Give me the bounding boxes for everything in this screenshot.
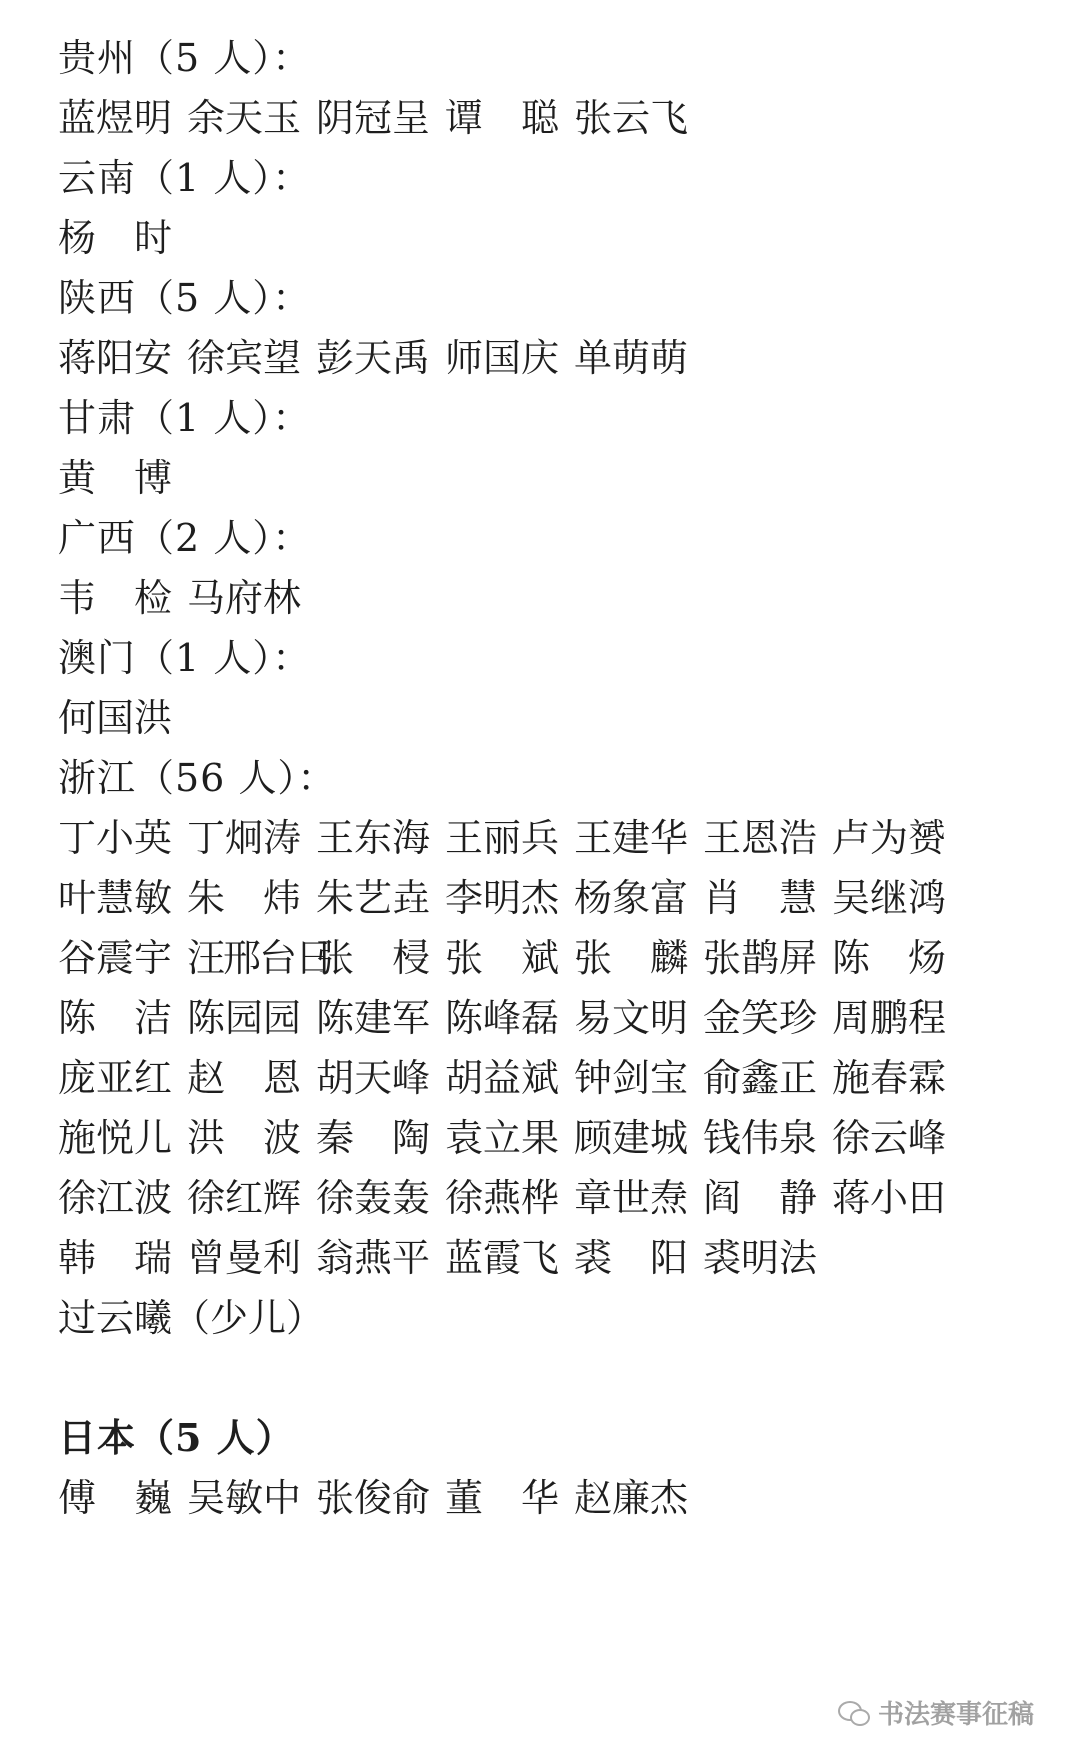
person-name: 赵 恩 xyxy=(187,1056,302,1100)
person-name: 张鹊屏 xyxy=(703,936,818,980)
person-name: 傅 巍 xyxy=(58,1476,173,1520)
person-name: 谭 聪 xyxy=(445,96,560,140)
person-name: 洪 波 xyxy=(187,1116,302,1160)
person-name: 章世焘 xyxy=(574,1176,689,1220)
person-name: 韦 检 xyxy=(58,576,173,620)
person-name: 陈 洁 xyxy=(58,996,173,1040)
person-name: 马府林 xyxy=(187,576,302,620)
person-name: 裘 阳 xyxy=(574,1236,689,1280)
person-name: 李明杰 xyxy=(445,876,560,920)
person-name: 胡天峰 xyxy=(316,1056,431,1100)
person-name: 裘明法 xyxy=(703,1236,818,1280)
section-heading: 澳门（1 人）： xyxy=(58,636,312,680)
person-name: 阎 静 xyxy=(703,1176,818,1220)
person-name: 徐云峰 xyxy=(832,1116,947,1160)
person-name: 张 麟 xyxy=(574,936,689,980)
person-name: 陈峰磊 xyxy=(445,996,560,1040)
person-name: 金笑珍 xyxy=(703,996,818,1040)
person-name: 吴敏中 xyxy=(187,1476,302,1520)
person-name: 徐燕桦 xyxy=(445,1176,560,1220)
section-heading: 云南（1 人）： xyxy=(58,156,312,200)
person-name: 张俊俞 xyxy=(316,1476,431,1520)
person-name: 施悦儿 xyxy=(58,1116,173,1160)
person-name: 黄 博 xyxy=(58,456,173,500)
person-name: 肖 慧 xyxy=(703,876,818,920)
person-name: 丁小英 xyxy=(58,816,173,860)
section-heading: 贵州（5 人）： xyxy=(58,36,312,80)
person-name: 陈建军 xyxy=(316,996,431,1040)
person-name: 钟剑宝 xyxy=(574,1056,689,1100)
person-name: 庞亚红 xyxy=(58,1056,173,1100)
person-name: 卢为赟 xyxy=(832,816,947,860)
section-heading: 甘肃（1 人）： xyxy=(58,396,312,440)
person-name: 徐宾望 xyxy=(187,336,302,380)
person-name: 俞鑫正 xyxy=(703,1056,818,1100)
person-name: 蓝煜明 xyxy=(58,96,173,140)
person-name: 叶慧敏 xyxy=(58,876,173,920)
person-name: 赵廉杰 xyxy=(574,1476,689,1520)
person-name: 施春霖 xyxy=(832,1056,947,1100)
section-heading: 广西（2 人）： xyxy=(58,516,312,560)
person-name: 钱伟泉 xyxy=(703,1116,818,1160)
person-name: 蒋阳安 xyxy=(58,336,173,380)
person-name: 董 华 xyxy=(445,1476,560,1520)
person-name: 何国洪 xyxy=(58,696,173,740)
person-name: 丁炯涛 xyxy=(187,816,302,860)
section-heading: 浙江（56 人）： xyxy=(58,756,337,800)
person-name: 曾曼利 xyxy=(187,1236,302,1280)
person-name: 彭天禹 xyxy=(316,336,431,380)
person-name: 袁立果 xyxy=(445,1116,560,1160)
section-heading: 陕西（5 人）： xyxy=(58,276,312,320)
person-name: 陈园园 xyxy=(187,996,302,1040)
person-name: 蒋小田 xyxy=(832,1176,947,1220)
person-name: 蓝霞飞 xyxy=(445,1236,560,1280)
person-name: 谷震宇 xyxy=(58,936,173,980)
watermark-text: 书法赛事征稿 xyxy=(878,1699,1035,1730)
person-name: 徐红辉 xyxy=(187,1176,302,1220)
person-name: 陈 炀 xyxy=(832,936,947,980)
person-name: 周鹏程 xyxy=(832,996,947,1040)
person-name: 韩 瑞 xyxy=(58,1236,173,1280)
person-name: 王丽兵 xyxy=(445,816,560,860)
watermark xyxy=(838,1692,1034,1732)
person-name: 易文明 xyxy=(574,996,689,1040)
person-name: 秦 陶 xyxy=(316,1116,431,1160)
person-name: 汪邢台日 xyxy=(187,936,332,980)
person-name: 单萌萌 xyxy=(574,336,689,380)
person-name: 翁燕平 xyxy=(316,1236,431,1280)
person-name: 余天玉 xyxy=(187,96,302,140)
wechat-icon xyxy=(838,1699,868,1725)
person-name: 杨 时 xyxy=(58,216,173,260)
section-heading: 日本（5 人） xyxy=(58,1415,295,1460)
person-name: 杨象富 xyxy=(574,876,689,920)
person-name: 王建华 xyxy=(574,816,689,860)
person-name: 王恩浩 xyxy=(703,816,818,860)
person-name: 过云曦（少儿） xyxy=(58,1296,325,1340)
person-name: 顾建城 xyxy=(574,1116,689,1160)
person-name: 吴继鸿 xyxy=(832,876,947,920)
person-name: 师国庆 xyxy=(445,336,560,380)
person-name: 朱 炜 xyxy=(187,876,302,920)
person-name: 张 斌 xyxy=(445,936,560,980)
person-name: 王东海 xyxy=(316,816,431,860)
person-name: 胡益斌 xyxy=(445,1056,560,1100)
person-name: 朱艺垚 xyxy=(316,876,431,920)
person-name: 阴冠呈 xyxy=(316,96,431,140)
person-name: 张 梫 xyxy=(316,936,431,980)
person-name: 徐轰轰 xyxy=(316,1176,431,1220)
person-name: 徐江波 xyxy=(58,1176,173,1220)
person-name: 张云飞 xyxy=(574,96,689,140)
